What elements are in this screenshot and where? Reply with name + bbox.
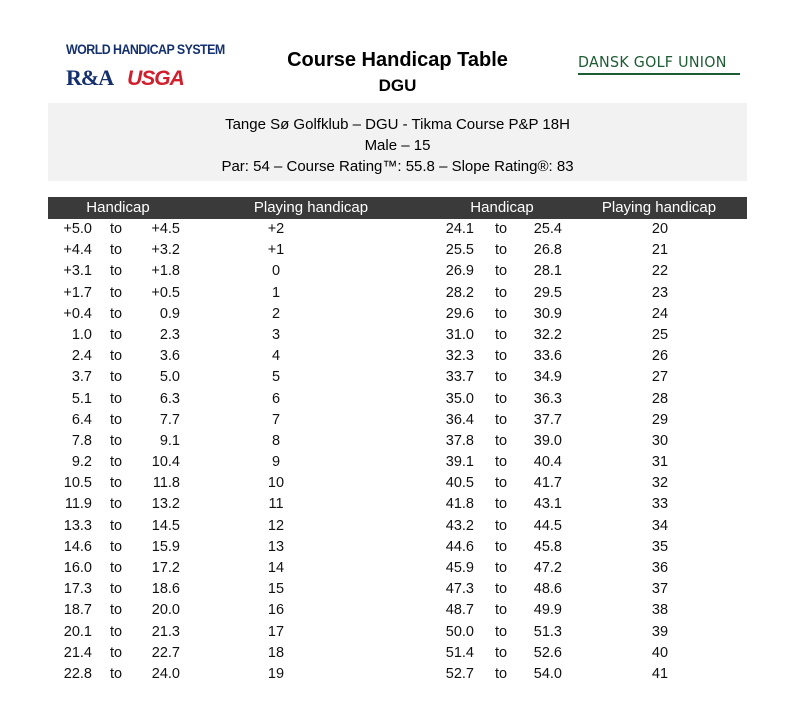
right-handicap-from: 39.1 <box>445 454 474 471</box>
left-handicap-from: 10.5 <box>63 475 92 492</box>
table-row <box>0 411 795 432</box>
left-to-word: to <box>110 305 123 322</box>
table-row <box>0 284 795 305</box>
table-row <box>0 665 795 686</box>
left-handicap-from: 20.1 <box>63 623 92 640</box>
left-playing-handicap: 2 <box>271 305 281 322</box>
left-handicap-from: 5.1 <box>71 390 92 407</box>
left-playing-handicap: 3 <box>271 326 281 343</box>
right-handicap-from: 31.0 <box>445 326 474 343</box>
right-handicap-to: 41.7 <box>533 475 562 492</box>
left-playing-handicap: 8 <box>271 432 281 449</box>
right-handicap-to: 49.9 <box>533 602 562 619</box>
right-handicap-to: 47.2 <box>533 560 562 576</box>
right-to-word: to <box>495 581 508 598</box>
course-info-box <box>48 103 747 181</box>
left-handicap-to: +4.5 <box>151 221 180 237</box>
whs-logo-text: WORLD HANDICAP SYSTEM <box>66 42 225 57</box>
right-handicap-from: 41.8 <box>445 496 474 513</box>
table-row <box>0 347 795 368</box>
right-to-word: to <box>495 454 508 471</box>
table-row <box>0 559 795 580</box>
right-playing-handicap: 28 <box>651 390 669 407</box>
right-handicap-to: 54.0 <box>533 665 562 682</box>
right-handicap-to: 51.3 <box>533 623 562 640</box>
table-row <box>0 580 795 601</box>
left-playing-handicap: 14 <box>267 560 285 576</box>
table-row <box>0 644 795 665</box>
table-row <box>0 326 795 347</box>
left-handicap-from: 3.7 <box>71 369 92 386</box>
left-handicap-to: 6.3 <box>159 390 180 407</box>
left-handicap-to: +0.5 <box>151 284 180 301</box>
right-playing-handicap: 26 <box>651 348 669 365</box>
right-to-word: to <box>495 411 508 428</box>
left-handicap-to: 14.5 <box>151 517 180 534</box>
table-row <box>0 368 795 389</box>
right-handicap-from: 51.4 <box>445 644 474 661</box>
right-handicap-from: 36.4 <box>445 411 474 428</box>
table-row <box>0 517 795 538</box>
left-handicap-to: +1.8 <box>151 263 180 280</box>
course-gender-tee: Male – 15 <box>364 137 431 154</box>
left-handicap-from: 9.2 <box>71 454 92 471</box>
left-handicap-to: 18.6 <box>151 581 180 598</box>
right-handicap-from: 52.7 <box>445 665 474 682</box>
table-row <box>0 390 795 411</box>
course-ratings: Par: 54 – Course Rating™: 55.8 – Slope Rating®: 83 <box>221 158 574 175</box>
right-to-word: to <box>495 496 508 513</box>
right-handicap-to: 26.8 <box>533 242 562 259</box>
right-handicap-from: 33.7 <box>445 369 474 386</box>
right-handicap-from: 28.2 <box>445 284 474 301</box>
dgu-logo-text: DANSK GOLF UNION <box>578 53 727 71</box>
right-handicap-to: 28.1 <box>533 263 562 280</box>
right-playing-handicap: 40 <box>651 644 669 661</box>
right-playing-handicap: 41 <box>651 665 669 682</box>
right-playing-handicap: 34 <box>651 517 669 534</box>
right-playing-handicap: 32 <box>651 475 669 492</box>
left-to-word: to <box>110 644 123 661</box>
table-row <box>0 474 795 495</box>
right-playing-handicap: 30 <box>651 432 669 449</box>
left-handicap-from: 16.0 <box>63 560 92 576</box>
table-row <box>0 453 795 474</box>
left-handicap-from: 6.4 <box>71 411 92 428</box>
header-left-handicap: Handicap <box>86 199 150 216</box>
right-handicap-from: 35.0 <box>445 390 474 407</box>
left-to-word: to <box>110 623 123 640</box>
right-to-word: to <box>495 390 508 407</box>
right-handicap-to: 52.6 <box>533 644 562 661</box>
right-to-word: to <box>495 475 508 492</box>
left-to-word: to <box>110 517 123 534</box>
left-handicap-to: 15.9 <box>151 538 180 555</box>
right-to-word: to <box>495 305 508 322</box>
right-handicap-to: 37.7 <box>533 411 562 428</box>
right-handicap-from: 24.1 <box>445 221 474 237</box>
left-playing-handicap: 13 <box>267 538 285 555</box>
right-handicap-from: 40.5 <box>445 475 474 492</box>
dgu-logo-underline <box>578 73 740 75</box>
left-to-word: to <box>110 496 123 513</box>
handicap-table-body <box>0 220 795 686</box>
table-row <box>0 432 795 453</box>
right-to-word: to <box>495 432 508 449</box>
left-handicap-to: 11.8 <box>152 475 180 492</box>
right-playing-handicap: 36 <box>651 560 669 576</box>
right-to-word: to <box>495 517 508 534</box>
right-to-word: to <box>495 538 508 555</box>
right-handicap-to: 43.1 <box>533 496 562 513</box>
right-playing-handicap: 31 <box>651 454 669 471</box>
table-row <box>0 305 795 326</box>
right-handicap-from: 44.6 <box>445 538 474 555</box>
left-handicap-to: 9.1 <box>159 432 180 449</box>
right-handicap-to: 48.6 <box>533 581 562 598</box>
right-handicap-to: 30.9 <box>533 305 562 322</box>
left-handicap-to: 2.3 <box>159 326 180 343</box>
right-playing-handicap: 20 <box>651 221 669 237</box>
course-name: Tange Sø Golfklub – DGU - Tikma Course P&P 18H <box>225 116 570 133</box>
left-playing-handicap: 7 <box>271 411 281 428</box>
right-handicap-to: 40.4 <box>533 454 562 471</box>
right-handicap-from: 43.2 <box>445 517 474 534</box>
right-to-word: to <box>495 560 508 576</box>
left-to-word: to <box>110 432 123 449</box>
right-handicap-from: 48.7 <box>445 602 474 619</box>
left-handicap-from: +5.0 <box>63 221 92 237</box>
left-handicap-to: 17.2 <box>151 560 180 576</box>
right-playing-handicap: 38 <box>651 602 669 619</box>
left-handicap-from: 2.4 <box>71 348 92 365</box>
header-left-playing: Playing handicap <box>253 199 369 216</box>
table-row <box>0 495 795 516</box>
page-subtitle: DGU <box>378 76 417 95</box>
right-handicap-to: 44.5 <box>533 517 562 534</box>
right-handicap-to: 29.5 <box>533 284 562 301</box>
left-to-word: to <box>110 454 123 471</box>
right-to-word: to <box>495 348 508 365</box>
left-handicap-from: 11.9 <box>64 496 92 513</box>
left-playing-handicap: +1 <box>267 242 285 259</box>
header-right-playing: Playing handicap <box>601 199 717 216</box>
left-handicap-from: 14.6 <box>63 538 92 555</box>
right-to-word: to <box>495 644 508 661</box>
left-playing-handicap: 17 <box>267 623 285 640</box>
left-handicap-from: 18.7 <box>63 602 92 619</box>
left-handicap-to: 13.2 <box>151 496 180 513</box>
left-playing-handicap: 11 <box>268 496 284 513</box>
left-to-word: to <box>110 390 123 407</box>
left-playing-handicap: 1 <box>271 284 281 301</box>
right-handicap-from: 25.5 <box>445 242 474 259</box>
right-to-word: to <box>495 284 508 301</box>
left-handicap-from: +4.4 <box>63 242 92 259</box>
left-playing-handicap: 19 <box>267 665 285 682</box>
right-to-word: to <box>495 326 508 343</box>
right-handicap-from: 26.9 <box>445 263 474 280</box>
left-playing-handicap: 18 <box>267 644 285 661</box>
right-handicap-from: 47.3 <box>445 581 474 598</box>
left-playing-handicap: 12 <box>267 517 285 534</box>
right-playing-handicap: 35 <box>651 538 669 555</box>
left-playing-handicap: 5 <box>271 369 281 386</box>
left-handicap-to: 22.7 <box>151 644 180 661</box>
left-handicap-from: 17.3 <box>63 581 92 598</box>
right-to-word: to <box>495 665 508 682</box>
right-playing-handicap: 27 <box>651 369 669 386</box>
left-handicap-from: 1.0 <box>71 326 92 343</box>
right-to-word: to <box>495 602 508 619</box>
left-to-word: to <box>110 369 123 386</box>
right-handicap-to: 39.0 <box>533 432 562 449</box>
left-handicap-from: 22.8 <box>63 665 92 682</box>
left-to-word: to <box>110 284 123 301</box>
left-to-word: to <box>110 602 123 619</box>
left-playing-handicap: 10 <box>267 475 285 492</box>
left-to-word: to <box>110 581 123 598</box>
right-handicap-from: 29.6 <box>445 305 474 322</box>
right-playing-handicap: 33 <box>651 496 669 513</box>
left-handicap-to: 0.9 <box>159 305 180 322</box>
right-playing-handicap: 37 <box>651 581 669 598</box>
right-handicap-from: 37.8 <box>445 432 474 449</box>
left-playing-handicap: +2 <box>267 221 285 237</box>
left-handicap-to: 5.0 <box>159 369 180 386</box>
right-handicap-to: 36.3 <box>533 390 562 407</box>
left-playing-handicap: 15 <box>267 581 285 598</box>
dgu-logo <box>578 53 748 75</box>
left-to-word: to <box>110 242 123 259</box>
left-to-word: to <box>110 348 123 365</box>
left-playing-handicap: 16 <box>267 602 285 619</box>
right-to-word: to <box>495 623 508 640</box>
right-playing-handicap: 29 <box>651 411 669 428</box>
left-to-word: to <box>110 326 123 343</box>
left-playing-handicap: 4 <box>271 348 281 365</box>
left-handicap-from: +3.1 <box>63 263 92 280</box>
right-to-word: to <box>495 221 508 237</box>
left-handicap-to: 21.3 <box>151 623 180 640</box>
right-handicap-from: 50.0 <box>445 623 474 640</box>
right-playing-handicap: 21 <box>651 242 669 259</box>
left-handicap-from: +1.7 <box>63 284 92 301</box>
page-title: Course Handicap Table <box>287 49 508 71</box>
left-handicap-to: 7.7 <box>159 411 180 428</box>
left-to-word: to <box>110 665 123 682</box>
right-handicap-to: 34.9 <box>533 369 562 386</box>
right-handicap-to: 33.6 <box>533 348 562 365</box>
ra-logo: R&A <box>66 65 114 90</box>
right-playing-handicap: 25 <box>651 326 669 343</box>
table-row <box>0 220 795 241</box>
left-playing-handicap: 0 <box>271 263 281 280</box>
left-to-word: to <box>110 221 123 237</box>
right-playing-handicap: 24 <box>651 305 669 322</box>
left-to-word: to <box>110 411 123 428</box>
left-handicap-to: 20.0 <box>151 602 180 619</box>
table-row <box>0 241 795 262</box>
right-handicap-to: 32.2 <box>533 326 562 343</box>
left-handicap-to: 3.6 <box>159 348 180 365</box>
table-row <box>0 623 795 644</box>
header-right-handicap: Handicap <box>470 199 534 216</box>
left-to-word: to <box>110 263 123 280</box>
table-row <box>0 262 795 283</box>
right-handicap-from: 45.9 <box>445 560 474 576</box>
right-playing-handicap: 39 <box>651 623 669 640</box>
left-handicap-to: 10.4 <box>151 454 180 471</box>
left-to-word: to <box>110 475 123 492</box>
right-to-word: to <box>495 242 508 259</box>
table-header <box>48 197 747 219</box>
left-handicap-from: 7.8 <box>71 432 92 449</box>
table-row <box>0 601 795 622</box>
left-handicap-from: 21.4 <box>63 644 92 661</box>
left-playing-handicap: 9 <box>271 454 281 471</box>
right-handicap-to: 25.4 <box>533 221 562 237</box>
usga-logo: USGA <box>127 67 184 90</box>
left-handicap-to: 24.0 <box>151 665 180 682</box>
left-handicap-to: +3.2 <box>151 242 180 259</box>
table-row <box>0 538 795 559</box>
right-to-word: to <box>495 263 508 280</box>
right-handicap-from: 32.3 <box>445 348 474 365</box>
left-handicap-from: 13.3 <box>63 517 92 534</box>
right-to-word: to <box>495 369 508 386</box>
right-handicap-to: 45.8 <box>533 538 562 555</box>
left-to-word: to <box>110 538 123 555</box>
right-playing-handicap: 22 <box>651 263 669 280</box>
left-handicap-from: +0.4 <box>63 305 92 322</box>
right-playing-handicap: 23 <box>651 284 669 301</box>
left-to-word: to <box>110 560 123 576</box>
left-playing-handicap: 6 <box>271 390 281 407</box>
